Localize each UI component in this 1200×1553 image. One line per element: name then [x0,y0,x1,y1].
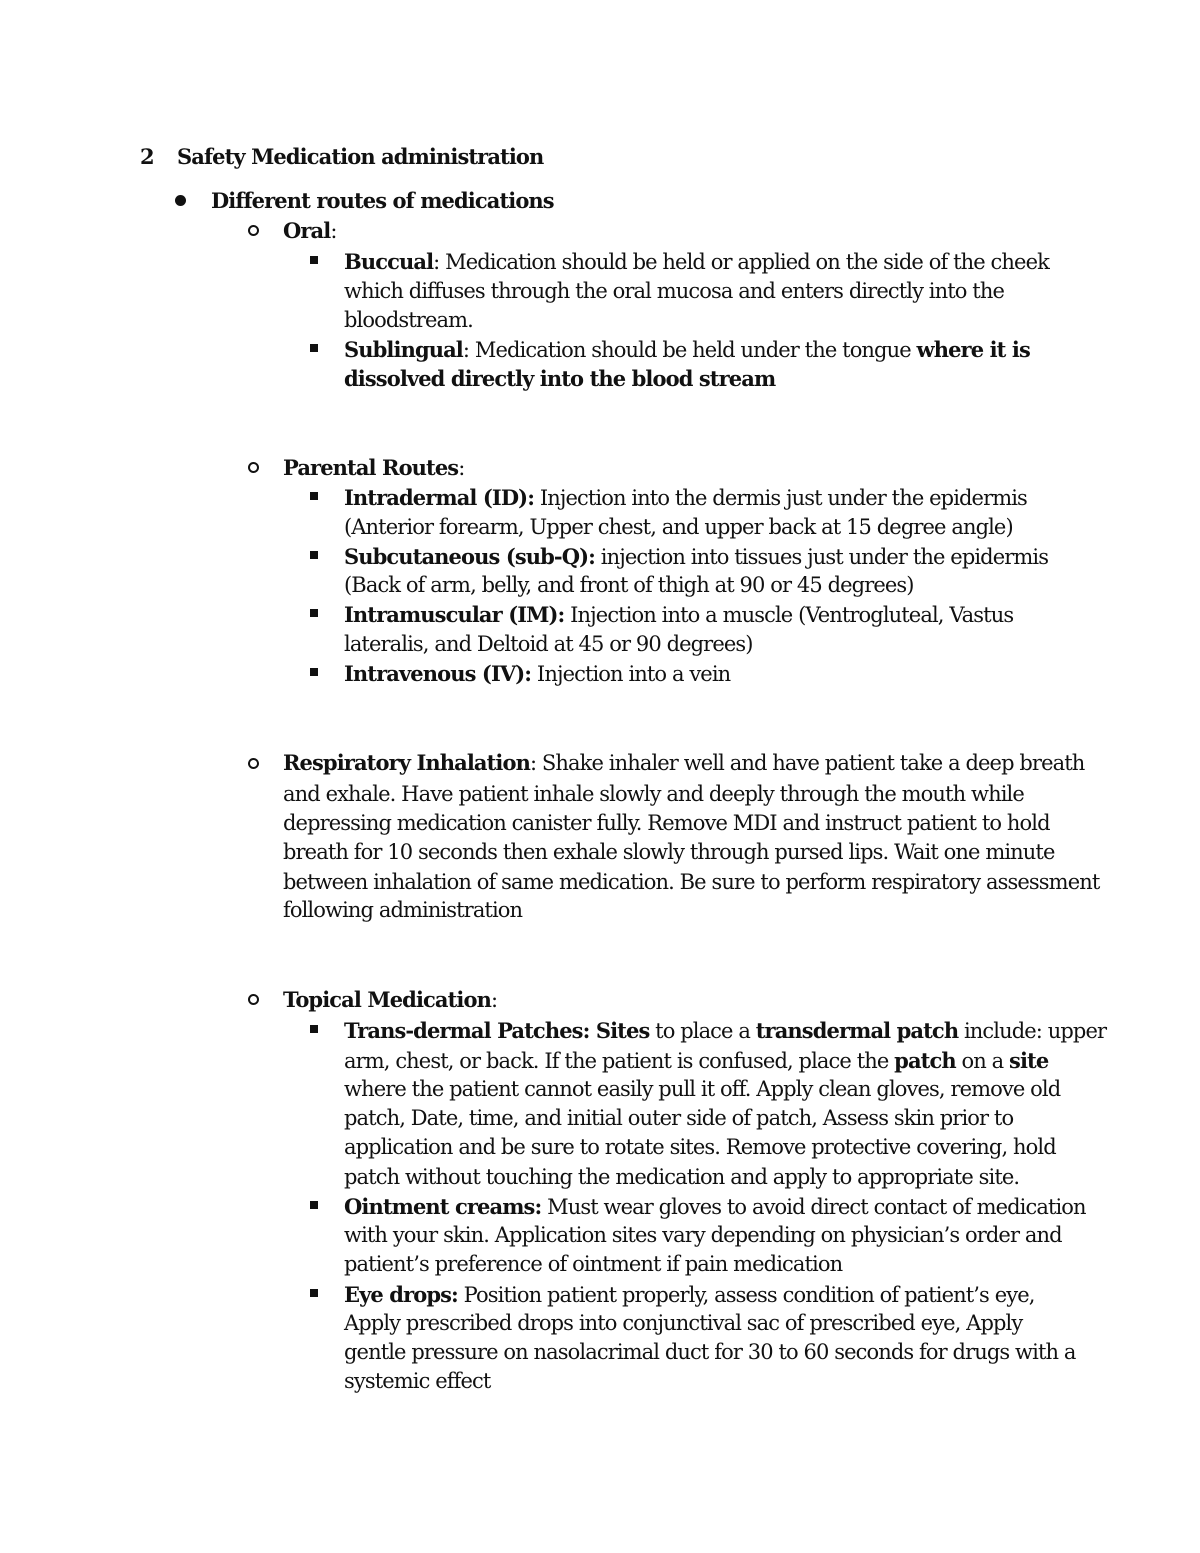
bullet-circle-icon [248,225,259,236]
bullet-square-icon [310,668,318,676]
section-number: 2 [140,144,154,169]
patches-line-4: patch, Date, time, and initial outer side of patch, Assess skin prior to [344,1106,1014,1130]
buccual-line-1: Buccual: Medication should be held or applied on the side of the cheek [344,249,1049,274]
patches-line-3: where the patient cannot easily pull it off. Apply clean gloves, remove old [344,1077,1061,1101]
eyedrops-line-3: gentle pressure on nasolacrimal duct for 30 to 60 seconds for drugs with a [344,1340,1076,1364]
bullet-square-icon [310,551,318,559]
bullet-square-icon [310,1025,318,1033]
respiratory-line-5: between inhalation of same medication. Be sure to perform respiratory assessment [283,870,1100,894]
sublingual-line-1: Sublingual: Medication should be held under the tongue where it is [344,337,1030,362]
eyedrops-line-4: systemic effect [344,1369,491,1393]
respiratory-line-1: Respiratory Inhalation: Shake inhaler well and have patient take a deep breath [283,750,1085,775]
intravenous-line-1: Intravenous (IV): Injection into a vein [344,661,731,686]
bullet-disc-icon [175,195,186,206]
bullet-square-icon [310,609,318,617]
intramuscular-line-2: lateralis, and Deltoid at 45 or 90 degrees) [344,632,753,656]
bullet-square-icon [310,1289,318,1297]
patches-line-1: Trans-dermal Patches: Sites to place a transdermal patch include: upper [344,1018,1107,1043]
topical-heading: Topical Medication: [283,987,498,1012]
bullet-circle-icon [248,758,259,769]
subcutaneous-line-1: Subcutaneous (sub-Q): injection into tissues just under the epidermis [344,544,1049,569]
intradermal-line-1: Intradermal (ID): Injection into the dermis just under the epidermis [344,485,1027,510]
ointment-line-1: Ointment creams: Must wear gloves to avoid direct contact of medication [344,1194,1086,1219]
intramuscular-line-1: Intramuscular (IM): Injection into a muscle (Ventrogluteal, Vastus [344,602,1014,627]
patches-line-2: arm, chest, or back. If the patient is confused, place the patch on a site [344,1048,1049,1073]
ointment-line-3: patient’s preference of ointment if pain medication [344,1252,843,1276]
bullet-square-icon [310,344,318,352]
eyedrops-line-1: Eye drops: Position patient properly, assess condition of patient’s eye, [344,1282,1035,1307]
bullet-square-icon [310,256,318,264]
bullet-square-icon [310,1201,318,1209]
ointment-line-2: with your skin. Application sites vary depending on physician’s order and [344,1223,1062,1247]
parental-heading: Parental Routes: [283,455,465,480]
buccual-line-2: which diffuses through the oral mucosa and enters directly into the [344,279,1004,303]
respiratory-line-4: breath for 10 seconds then exhale slowly through pursed lips. Wait one minute [283,840,1055,864]
buccual-line-3: bloodstream. [344,308,473,332]
respiratory-line-2: and exhale. Have patient inhale slowly and deeply through the mouth while [283,782,1024,806]
patches-line-6: patch without touching the medication and apply to appropriate site. [344,1165,1020,1189]
bullet-square-icon [310,492,318,500]
subcutaneous-line-2: (Back of arm, belly, and front of thigh at 90 or 45 degrees) [344,573,914,597]
oral-heading: Oral: [283,218,337,243]
bullet-circle-icon [248,994,259,1005]
routes-heading: Different routes of medications [211,188,554,213]
intradermal-line-2: (Anterior forearm, Upper chest, and upper back at 15 degree angle) [344,515,1013,539]
respiratory-line-3: depressing medication canister fully. Remove MDI and instruct patient to hold [283,811,1050,835]
section-title: Safety Medication administration [177,144,544,169]
patches-line-5: application and be sure to rotate sites. Remove protective covering, hold [344,1135,1056,1159]
eyedrops-line-2: Apply prescribed drops into conjunctival sac of prescribed eye, Apply [344,1311,1023,1335]
sublingual-line-2: dissolved directly into the blood stream [344,366,776,391]
respiratory-line-6: following administration [283,898,523,922]
bullet-circle-icon [248,462,259,473]
